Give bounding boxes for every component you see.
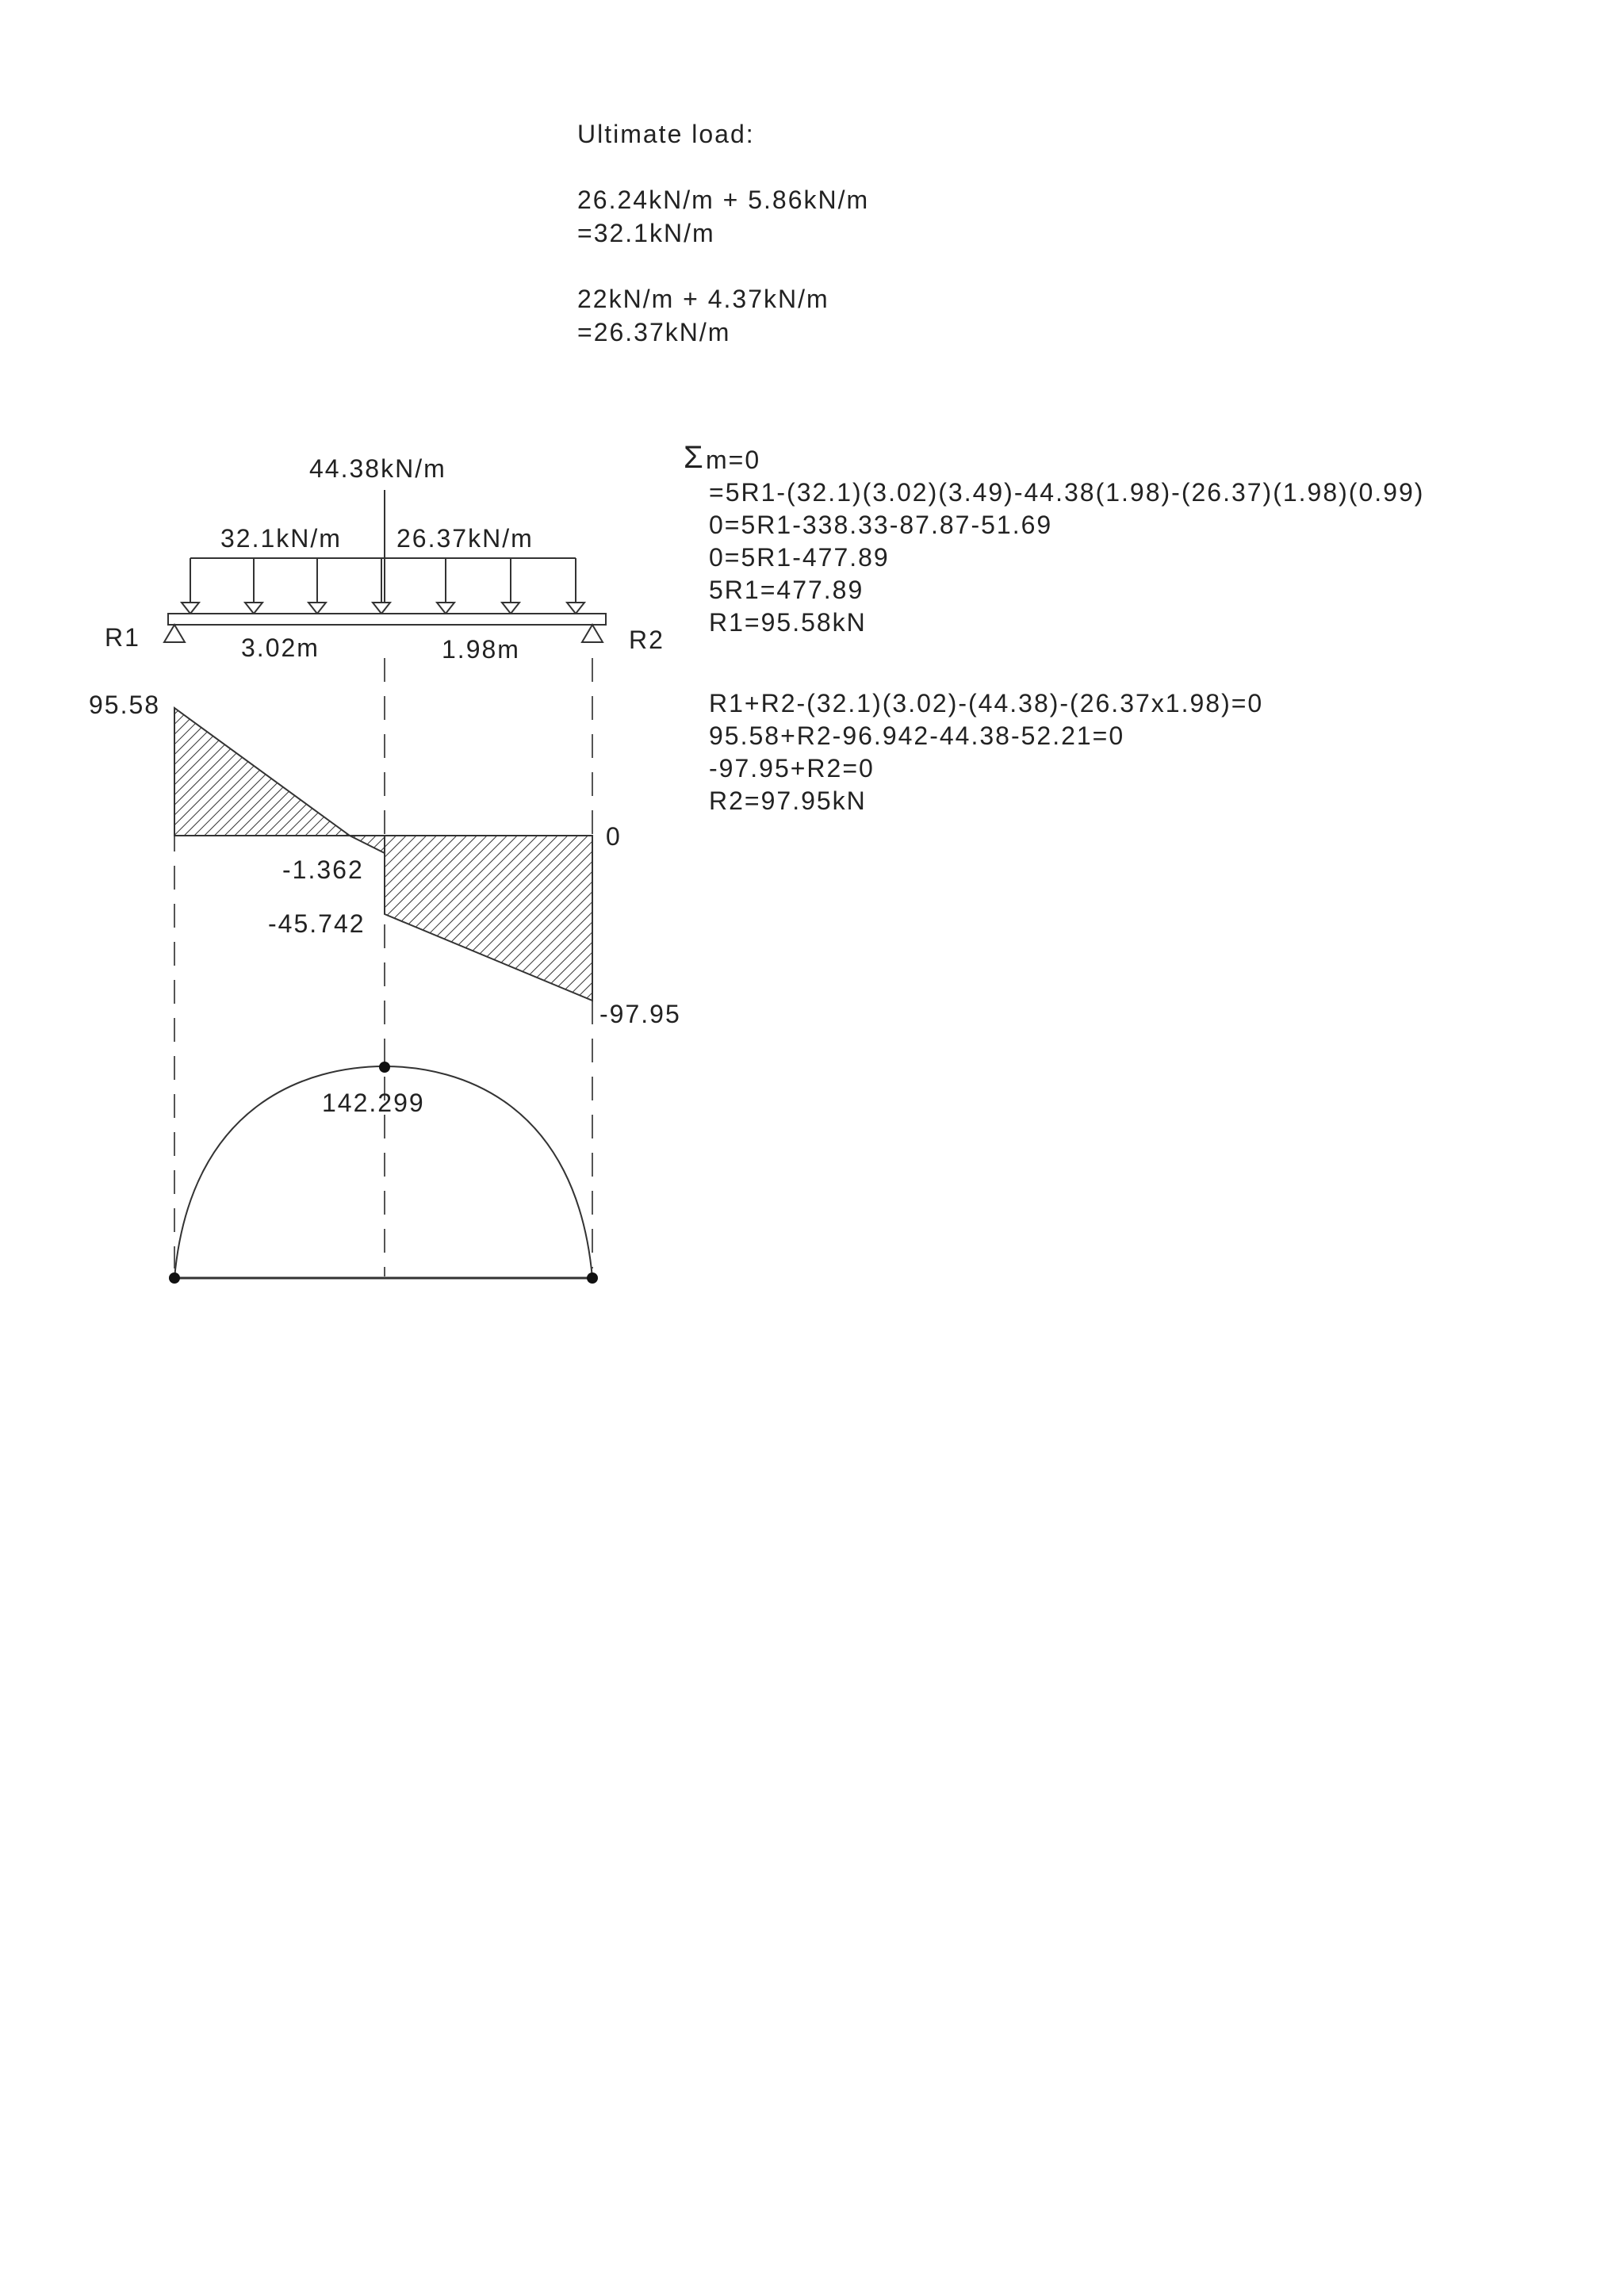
udl-right-label: 26.37kN/m (396, 524, 534, 553)
udl-arrow (182, 558, 199, 614)
moment-eq-line-6: R1=95.58kN (709, 608, 867, 637)
vertical-eq-line-3: -97.95+R2=0 (709, 754, 875, 783)
load1-sum: 26.24kN/m + 5.86kN/m (577, 186, 870, 214)
moment-eq-line-3: 0=5R1-338.33-87.87-51.69 (709, 511, 1053, 539)
udl-arrow (245, 558, 262, 614)
moment-point-left (169, 1272, 180, 1284)
vertical-eq-line-4: R2=97.95kN (709, 786, 867, 815)
span-left-label: 3.02m (241, 633, 320, 662)
moment-point-right (587, 1272, 598, 1284)
shear-zero-label: 0 (606, 822, 622, 851)
support-left (164, 625, 185, 642)
shear-left-value: 95.58 (89, 691, 161, 719)
udl-arrow (502, 558, 519, 614)
moment-eq-line-5: 5R1=477.89 (709, 576, 864, 604)
ultimate-load-heading: Ultimate load: (577, 120, 755, 148)
udl-arrow (437, 558, 454, 614)
udl-arrows (182, 558, 584, 614)
udl-arrow (567, 558, 584, 614)
moment-eq-line-4: 0=5R1-477.89 (709, 543, 890, 572)
udl-arrow (373, 558, 390, 614)
support-right-label: R2 (629, 626, 665, 654)
shear-before-point: -1.362 (282, 855, 364, 884)
moment-eq-line-1: m=0 (706, 446, 761, 474)
load2-result: =26.37kN/m (577, 318, 731, 346)
sigma-symbol: Σ (684, 440, 705, 475)
vertical-eq-line-2: 95.58+R2-96.942-44.38-52.21=0 (709, 721, 1125, 750)
shear-area-positive (174, 708, 350, 836)
shear-right-value: -97.95 (599, 1000, 681, 1028)
load2-sum: 22kN/m + 4.37kN/m (577, 285, 829, 313)
vertical-eq-line-1: R1+R2-(32.1)(3.02)-(44.38)-(26.37x1.98)=0 (709, 689, 1264, 718)
udl-arrow (308, 558, 326, 614)
shear-after-point: -45.742 (268, 909, 366, 938)
span-right-label: 1.98m (442, 635, 520, 664)
support-right (582, 625, 603, 642)
udl-left-label: 32.1kN/m (220, 524, 342, 553)
shear-area-negative-right (385, 836, 592, 1001)
beam (168, 614, 606, 625)
shear-area-negative-left (350, 836, 385, 853)
moment-point-max (379, 1062, 390, 1073)
support-left-label: R1 (105, 623, 140, 652)
moment-max-label: 142.299 (322, 1089, 425, 1117)
point-load-label: 44.38kN/m (309, 454, 446, 483)
moment-eq-line-2: =5R1-(32.1)(3.02)(3.49)-44.38(1.98)-(26.37)(1.98)(0.99) (709, 478, 1425, 507)
load1-result: =32.1kN/m (577, 219, 715, 247)
